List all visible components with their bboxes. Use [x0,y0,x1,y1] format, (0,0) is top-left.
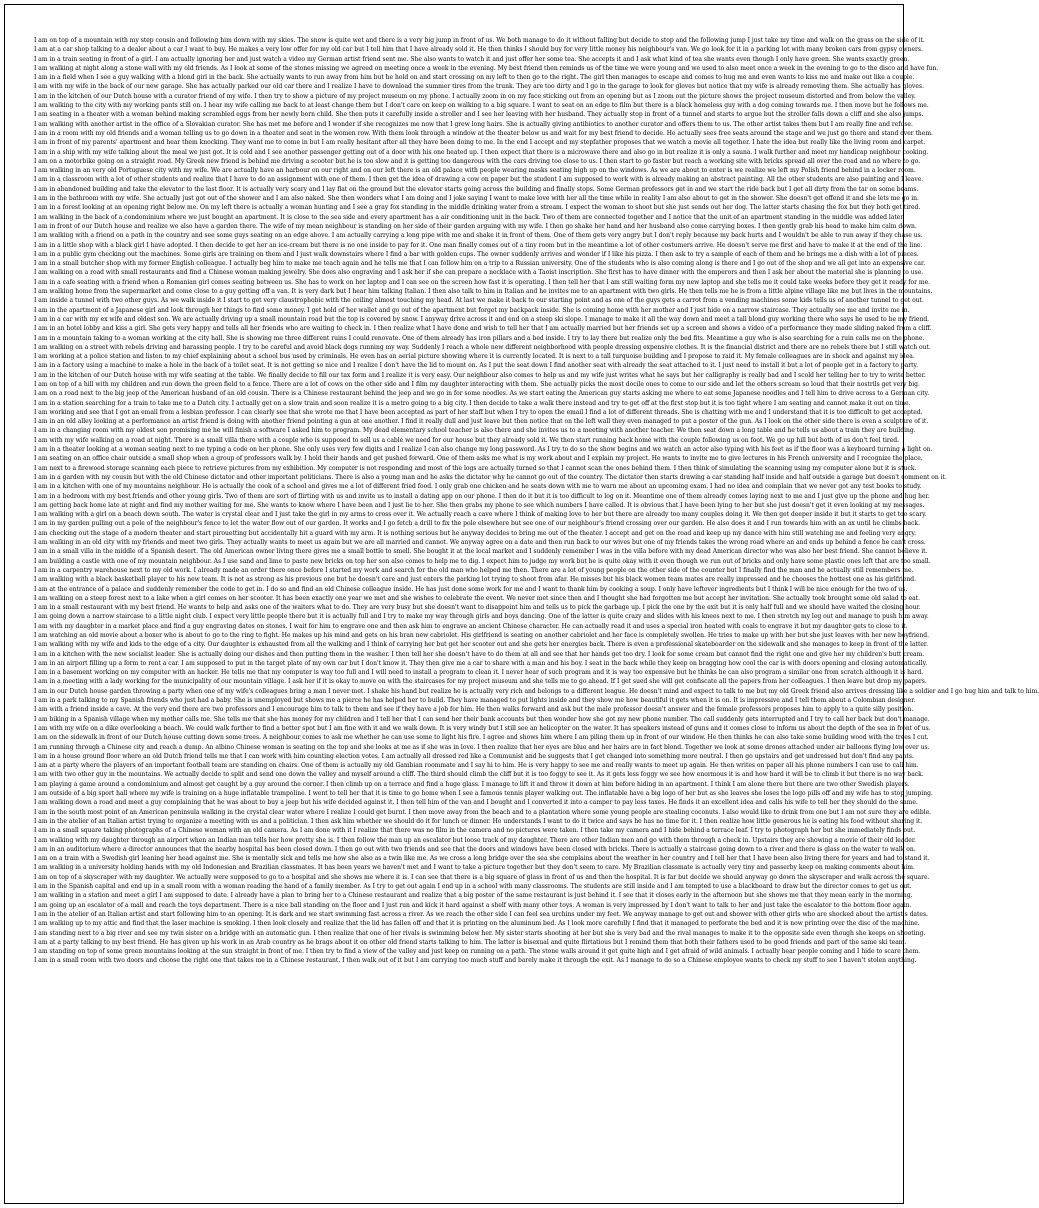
journal-entry-line: I am in a garden with my cousin but with the old Chinese dictator and other important politicians. There is also a young man and he asks the dictator why he cannot go out of the country. The dictator then starts drawing a car standing half inside and half outside a garage but doesn't comment on it. [34,473,947,481]
journal-entry-line: I am seating on an office chair outside a small shop when a group of professors walk by. I hold their hands and get pushed forward. One of them asks me what is my work about and I explain my project. He wants to invite me to give lectures in his French university and I recognize the place. [34,455,923,463]
journal-entry-line: I am in a train seating in front of a girl. I am actually ignoring her and just watch a video my German artist friend sent me. She also wants to watch it and just offer her some tea. She accepts it and I ask what kind of tea she wants even though I only have green. She wants exactly green. [34,55,910,63]
journal-entry-line: I am in a forest looking at an opening right below me. On my left there is actually a woman hunting and I see a gray fox standing in the middle drinking water from a stream. I expect the woman to shoot but she just sends out her dog. The latter starts chasing the fox but they both get tired. [34,204,921,212]
journal-entry-line: I am in a small restaurant with my best friend. He wants to help and asks one of the waiters what to do. They are very busy but she doesn't want to disappoint him and tells us to pick the garbage up. I pick the one by the exit but it is only half full and we should have waited the closing hour. [34,604,921,612]
journal-entry-line: I am playing a game around a condominium and almost get caught by a guy around the corner. I then climb up on a terrace and find a huge glass. I manage to lift it and throw it down at him before hiding in an apartment. I think I am alone there but there are two other Swedish players. [34,780,910,788]
journal-entry-line: I am walking down a road and meet a guy complaining that he was about to buy a jeep but his wife decided against it. I then tell him of the van and I bought and I converted it into a camper to pay less taxes. He finds it an excellent idea and calls his wife to tell her they should do the same. [34,799,918,807]
journal-entry-line: I am in a meeting with a lady working for the municipality of our mountain village. I ask her if it is okay to move on with the staircases for my project museum and she tells me to go ahead. If I get sued she will get confiscate all the papers from her colleagues. I then leave but drop my papers. [34,678,927,686]
journal-entry-line: I am in a car with my ex wife and oldest son. We are actually driving up a small mountain road but the top is covered by snow. I anyway drive across it and end on a steep ski slope. I manage to make it all the way down and meet a tall blond guy working there who says he used to be my friend. [34,315,930,323]
journal-entry-line: I am going up an escalator of a mall and reach the toys department. There is a nice ball standing on the floor and I just run and kick it hard against a shelf with many other toys. A woman is very impressed by I don't want to talk to her and just take the escalator to the bottom floor again. [34,901,912,909]
journal-entry-line: I am walking on a road with small restaurants and find a Chinese woman making jewelry. She does also engraving and I ask her if she can prepare a necklace with a Taoist inscription. She first has to have dinner with the emperors and then I ask her about the material she is planning to use. [34,269,924,277]
journal-entry-line: I am in the kitchen of our Dutch house with my wife seating at the table. We finally decide to fill our tax form and I realize it is very easy. Our neighbour also comes to help us and my wife just writes what he says but her calligraphy is really bad and I scold her telling her to try to write better. [34,371,926,379]
journal-entry-line: I am getting back home late at night and find my mother waiting for me. She wants to know where I have been and I just lie to her. She then grabs my phone to see which numbers I have called. It is obvious that I have been lying to her but she just doesn't get it even looking at my messages. [34,501,925,509]
journal-entry-line: I am walking with my daughter through an airport when an Indian man tells her how pretty she is. I then follow the man up an escalator but loose track of my daughter. There are other Indian men and go with them through a check in. Upstairs they are showing a movie of their old leader. [34,836,916,844]
journal-entry-line: I am standing on top of some green mountains looking at the sun straight in front of me. I then try to find a view of the valley and just keep on running on a path. The stone walls around it get quite high and I get afraid of wild animals. I actually hear people coming and I hide to scare them. [34,948,921,956]
journal-entry-line: I am in front of my parents' apartment and hear them knocking. They want me to come in but I am really hesitant after all they have been doing to me. In the end I accept and my stepfather proposes that we watch a movie all together. I hate the idea but really like the living room and carpet. [34,139,926,147]
journal-entry-line: I am inside a tunnel with two other guys. As we walk inside it I start to get very claustrophobic with the ceiling almost touching my head. At last we make it back to our starting point and as one of the guys gets a carrot from a vending machines some kids tells us of another tunnel to get out. [34,297,924,305]
journal-entry-line: I am in my garden pulling out a pole of the neighbour's fence to let the water flow out of our garden. It works and I go fetch a drill to fix the pole elsewhere but see one of our neighbour's friend crossing over our garden. He also does it and I run towards him with an ax until he climbs back. [34,520,920,528]
journal-entry-line: I am in a station searching for a train to take me to a Dutch city. I actually get on a slow train and soon realize it is a metro going to a big city. I then decide to take a walk there instead and try to get off at the first stop but it is too tight where I am seating and cannot make it out on time. [34,399,911,407]
journal-entry-line: I am walking at night along a stone wall with my old friends. As I look at some of the stones missing we agreed on meeting once a week in the evening. My best friend then reminds us of the time we were young and we used to also meet once a week in the evening to go to the disco and have fun. [34,64,939,72]
journal-entry-line: I am in a small square taking photographs of a Chinese woman with an old camera. As I am done with it I realize that there was no film in the camera and no pictures were taken. I then take my camera and I hide behind a terrace leaf. I try to photograph her but she immediately finds out. [34,827,916,835]
journal-entry-line: I am in a basement working on my computer with an hacker. He tells me that my computer is way too full and I will need to install a program to clean it. I never hear of such program and it is way too expensive but he thinks he can also program a similar one from scratch although it is hard. [34,669,924,677]
journal-entry-line: I am in an airport filling up a form to rent a car. I am supposed to put in the target plate of my own car but I don't know it. They then give me a car to share with a man and his boy. I seat in the back while they keep on bragging how cool the car is with doors opening and closing automatically. [34,659,928,667]
journal-entry-line: I am walking with a black basketball player to his new team. It is not as strong as his previous one but he doesn't care and just enters the parking lot trying to shoot from afar. He misses but his black women team mates are really impressed and he chooses the hottest one as his girlfriend. [34,576,917,584]
journal-entry-line: I am walking to the city with my working pants still on. I hear my wife calling me back to at least change them but I don't care on keep on walking to a big square. I want to seat on an edge to film but there is a black homeless guy with a dog coming towards me. I then move but he follows me. [34,102,929,110]
journal-entry-line: I am on a road next to the big jeep of the American husband of an old cousin. There is a Chinese restaurant behind the jeep and we go in for some noodles. As we start eating the American guy starts asking me where to eat some Japanese noodles and I tell him to drive across to a German city. [34,390,930,398]
journal-entry-line: I am in a bedroom with my best friends and other young girls. Two of them are sort of flirting with us and invite us to install a dating app on our phone. I then do it but it is too difficult to log on it. Meantime one of them already comes laying next to me and I just give up the phone and hug her. [34,492,930,500]
journal-entry-line: I am working at a police station and listen to my chief explaining about a school bus used by criminals. He even has an aerial picture showing where it is currently located. It is next to a tall turquoise building and I propose to raid it. My female colleagues are in shock and against my idea. [34,353,915,361]
journal-entry-line: I am in a little shop with a black girl I have adopted. I then decide to get her an ice-cream but there is no one inside to pay for it. One man finally comes out of a tiny room but in the meantime a lot of other costumers arrive. He doesn't serve me first and have to make it at the end of the line. [34,241,923,249]
journal-entry-line: I am walking on a street with rebels driving and harassing people. I try to be careful and avoid black dogs running my way. Suddenly I reach a whole new different neighborhood with people dressing expensive clothes. It is the financial district and there are no rebels there but I still watch out. [34,343,931,351]
journal-entry-line: I am walking on a steep forest next to a lake when a girl comes on her scooter. It has been exactly one year we met and she wishes to celebrate the event. We never met since then and I thought she had forgotten me but accept her invitation. She actually took brought some old salad to eat. [34,594,920,602]
journal-entry-line: I am in a kitchen with one of my mountains neighbour. He is actually the cook of a school and gives me a lot of different fried food. I only grab one chicken and he seats down with me to warn me about an upcoming exam. I had no idea and complain that we never got any test books to study. [34,483,922,491]
journal-entry-line: I am in a carpentry warehouse next to my old work. I already made an order there once before I started my work and search for the old man who helped me then. There are a lot of young people on the other side of the counter but I finally find the man and he actually still remembers me. [34,566,914,574]
journal-entry-line: I am running through a Chinese city and reach a dump. An albino Chinese woman is seating on the top and she looks at me as if she was in love. I then realize that her eyes are blue and her hairs are in fact blond. Together we look at some drones attached under air balloons flying low over us. [34,743,930,751]
journal-entry-line: I am next to a firewood storage scanning each piece to retrieve pictures from my exhibition. My computer is not responding and most of the logs are actually turned so that I cannot scan the ones behind them. I then think of simulating the scanning using my computer alone but it is stuck. [34,464,917,472]
document-page [4,4,1039,1204]
journal-entry-line: I am with my daughter in a market place and find a guy engraving dates on stones. I wait for him to engrave one and then ask him to engrave an ancient Chinese character. He can actually read it and uses a special iron heated with coals to engrave it but my daughter gets to close to it. [34,622,908,630]
journal-entry-line: I am walking up to my attic and find that the laser machine is smoking. I then look closely and realize that the lid has fallen off and that it is printing on the aluminum bed. As I look more carefully I find that it managed to perforate the bed and it is now printing over the disc of the machine. [34,920,920,928]
journal-entry-line: I am walking with a girl on a beach down south. The water is crystal clear and I just take the girl in my arms to cross over it. We actually reach a cave where I think of making love to her but there are already too many couples doing it. We then get deeper inside it but it starts to get too scary. [34,511,927,519]
journal-entry-line: I am on a train with a Swedish girl leaning her head against me. She is mentally sick and tells me how she also as a twin like me. As we cross a long bridge over the sea she complains about the weather in her country and I tell her that I have been also living there for years and had to stand it. [34,855,930,863]
journal-entry-line: I am in the atelier of an Italian artist trying to organize a meeting with us and a politician. I then ask him whether we should do it for lunch or dinner. He understands I want to do it twice and says he has no time for it. I then realize how little generous he is eating his food without sharing it. [34,817,923,825]
journal-entry-line: I am in the apartment of a Japanese girl and look through her things to find some money. I get hold of her wallet and go out of the apartment but forget my backpack inside. She is coming home with her mother and I just hide on a narrow staircase. They actually see me and invite me in. [34,306,910,314]
journal-entry-line: I am walking with my wife and kids to the edge of a city. Our daughter is exhausted from all the walking and I think of carrying her but get her scooter out and she gets her energies back. There is even a professional skateboarder on the sidewalk and she manages to keep in front of the latter. [34,641,929,649]
journal-entry-line: I am outside of a big sport hall where my wife is training on a huge inflatable trampoline. I went to tell her that it is time to go home when I see a famous tennis player walking out. The inflatable have a big logo of her but as she leaves she loses the logo pills off and my wife has to stop jumping. [34,790,933,798]
journal-entry-line: I am on top of a hill with my children and run down the green field to a fence. There are a lot of cows on the other side and I film my daughter interacting with them. She actually picks the most docile ones to come to our side and let the others scream so loud that their nostrils get very big. [34,380,920,388]
journal-entry-line: I am walking with another artist in the office of a Slovakian curator. She has met me before and I wonder if she recognizes me now that I grew long hairs. She is actually giving antibiotics to another curator and offers them to us. The other artist takes them but I am really fine and refuse. [34,120,913,128]
journal-entry-line: I am in a small villa in the middle of a Spanish desert. The old American owner living there gives me a small bottle to smell. She bought it at the local market and I suddenly remember I was in the villa before with my dead American director who was also her best friend. She cannot believe it. [34,548,928,556]
journal-entry-line: I am with two other guy in the mountains. We actually decide to split and send one down the valley and myself around a cliff. The third should climb the cliff but it is too foggy to see it. As it gets less foggy we see how enormous it is and how hard it will be to climb it but there is no way back. [34,771,924,779]
journal-entry-line: I am at a party talking to my best friend. He has given up his work in an Arab country as he brags about it on other old friend starts talking to him. The latter is bisexual and quite flirtatious but I remind them that both their fathers used to be good friends and part of the same ski team. [34,938,907,946]
journal-entry-line: I am in a factory using a machine to make a hole in the back of a toilet seat. It is not getting so nice and I realize I don't have the lid to mount on. As I put the seat down I find another seat with already the seat attached to it. I just need to install it but a lot of people get in a factory to party. [34,362,918,370]
journal-entry-line: I am walking in an old city with my friends and meet two girls. They actually wants to meet us again but we are all married and cannot. We anyway agree on a date and then run back to our wives but one of my friends takes the wrong road where an and ends up behind a fence he can't cross. [34,539,926,547]
journal-entry-line: I am at the entrance of a palace and suddenly remember the code to get in. I do so and find an old Chinese colleague inside. He has just done some work for me and I want to thank him by cooking a soup. I only have leftover ingredients but I think I will be nice enough for the two of us. [34,585,908,593]
journal-entry-line: I am in a mountain taking to a woman working at the city hall. She is showing me three different ruins I could renovate. One of them already has iron pillars and a bed inside. I try to lay there but realize only the bed fits. Meantime a guy who is also searching for a ruin calls me on the phone. [34,334,925,342]
journal-entry-line: I am with my wife on a dike overlooking a beach. We could walk further to find a better spot but I am fine with it and we walk down. It is very windy but I still see an helicopter on the water. It has speakers instead of guns and it comes close to inform us about the depth of the sea in front of us. [34,724,931,732]
journal-entry-line: I am in abandoned building and take the elevator to the last floor. It is actually very scary and I lay flat on the ground but the elevator starts going across the building and finally stops. Some German professors get in and we start the ride back but I get all dirty from the tar on some beams. [34,185,919,193]
journal-entry-line: I am with a friend inside a cave. At the very end there are two professors and I encourage him to talk to them and see if they have a job for him. He then walks forward and ask but the male professor doesn't answer and the female professors proposes him to apply to a quite silly position. [34,706,914,714]
journal-entry-line: I am watching an old movie about a boxer who is about to go to the ring to fight. He makes up his mind and gets on his bran new cabriolet. His girlfriend is seating on another cabriolet and her face is completely swollen. He tries to make up with her but she just leaves with her new boyfriend. [34,632,930,639]
journal-entry-line: I am going down a narrow staircase to a little night club. I expect very little people there but it is actually full and I try to make my way through girls and boys dancing. One of the latter is quite crazy and slides with his knees next to me. I then stretch my leg out and manage to push him away. [34,613,929,621]
journal-entry-line: I am in a room with my old friends and a woman telling us to go down in a theater and seat in the women row. With them look through a window at the theater below us and wait for my best friend to decide. He actually sees free seats around the stage and we just go there and stand over them. [34,129,933,137]
journal-entry-line: I am in the south most point of an American peninsula walking in the crystal clear water where I realize I could get burnt. I then move away from the beach and to a plantation where some young people are stealing coconuts. I also would like to drink from one but I am not sure they are edible. [34,808,932,816]
journal-entry-line: I am on the sidewalk in front of our Dutch house cutting down some trees. A neighbour comes to ask me whether he can use some to light his fire. I agree and shows him where I am piling them up in front of our window. He then thinks he can also take some building wood with the trees I cut. [34,734,929,742]
journal-entry-line: I am walking in a station and meet a girl I am supposed to date. I already have a plan to bring her to a Chinese restaurant and realize that a big poster of the same restaurant is just behind it. I see that it closes early in the afternoon but she shows me that they mean early in the morning. [34,892,913,900]
journal-entry-line: I am in a changing room with my oldest son promising me he will finish a software I asked him to program. My dead elementary school teacher is also there and she invites us to a meeting with another teacher. We then seat down a long table and he tells us about a train they are building. [34,427,916,435]
journal-entry-line: I am in a park talking to my Spanish friends who just had a baby. She is unemployed but shows me a pierce he has helped her to build. They have managed to put lights inside and they show me how beautiful it gets when it is on. It is impressive and I tell them about a Colombian designer. [34,697,916,705]
journal-entry-line: I am in a house ground floor where an old Dutch friend tells me that I can work with him counting election votes. I am actually all dressed red like a Communist and he suggests that I get changed into something more neutral. I then go upstairs and get undressed but don't find any pants. [34,752,914,760]
journal-entry-line: I am in the Spanish capital and end up in a small room with a woman reading the hand of a family member. As I try to get out again I end up in a school with many classrooms. The students are still inside and I am tempted to use a blackboard to draw but the director comes to get us out. [34,883,912,891]
journal-entry-line: I am in a classroom with a lot of other students and realize that I have to do an assignment with one of them. I then get the idea of drawing a cow on paper but the student I am supposed to work with is already making an abstract painting. All the other students are also painting and I leave. [34,176,924,184]
journal-entry-line: I am building a castle with one of my mountain neighbour. As I use sand and lime to paste new bricks on top her son also comes to help me to dig. I expect him to judge my work but he is quite okay with it even though we run out of bricks and only have some plastic ones left that are too small. [34,557,931,565]
journal-entry-line: I am walking in an very old Portuguese city with my wife. We are actually have an harbour on our right and on our left there is an old palace with people wearing masks seating high up on the windows. As we are about to enter is we realize we left my Polish friend behind in a locker room. [34,167,916,175]
journal-entry-line: I am standing next to a big river and see my twin sister on a bridge with an automatic gun. I then realize that one of her rivals is swimming below her. My sister starts shooting at her but she is very bad and the rival manages to make it to the opposite side even though she keeps on shooting. [34,929,926,937]
journal-entry-line: I am on top of a mountain with my step cousin and following him down with my skies. The snow is quite wet and there is a very big jump in front of us. We both manage to do it without falling but decide to stop and the following jump I just take my time and walk on the grass on the side of it. [34,37,925,44]
journal-entry-line: I am in a ship with my wife talking about the meal we just got. It is cold and I see another passenger getting out of a door with his one heated up. I then expect that there is a microwave there and also go in but realize it is only a sauna. I walk further and meet my handicap neighbour cooking. [34,148,929,156]
journal-entry-line: I am walking home from the supermarket and come close to a guy getting off a van. It is very dark but I hear him talking Italian. I then also talk to him in Italian and he invites me to an apartment with two girls. He then tells me he is from a little alpine village like me but lives in the mountains. [34,288,933,296]
journal-entry-line: I am in a field when I see a guy walking with a blond girl in the back. She actually wants to run away from him but he hold on and start crossing on my left to then go to the right. The girl then manages to escape and comes to hug me and even wants to kiss me and make out like a couple. [34,74,915,82]
journal-entry-line: I am in front of our Dutch house and realize we also have a garden there. The wife of my mean neighbour is standing on her side of their garden arguing with my wife. I then go shake her hand and her husband also come carrying boxes. I then gently grab his head to make him calm down. [34,222,917,230]
journal-entry-line: I am in an hotel lobby and kiss a girl. She gets very happy and tells all her friends who are waiting to check in. I then realize what I have done and wish to tell her that I am actually married but her friends set up a screen and shows a video of a performance they made sliding naked from a cliff. [34,325,932,333]
journal-entry-line: I am with my wife in the back of our new garage. She has actually parked our old car there and I realize I have to download the summer tires from the trunk. They are too dirty and I go in the garage to look for gloves but notice that my wife is already removing them. She actually has gloves. [34,83,924,91]
journal-entry-line: I am in a kitchen with the new socialist leader. She is actually doing our dishes and then putting them in the washer. I then tell her she doesn't have to do them at all and see that her hands get too dry. I look for some cream but cannot find the right one and give her my children's butt cream. [34,650,925,658]
journal-entry-line: I am in our Dutch house garden throwing a party when one of my wife's colleagues bring a man I never met. I shake his hand but realize he is actually very rich and belongs to a different league. He doesn't mind and expect to talk to me but my old Greek friend also arrives dressing like a soldier and I go hug him and talk to him. [34,687,1039,695]
journal-entry-line: I am on a motorbike going on a straight road. My Greek new friend is behind me driving a scooter but he is too slow and it is getting too dangerous with the cars driving too close to us. I then start to go faster but reach a working site with bricks spread all over the road and no where to go. [34,157,921,165]
journal-entry-line: I am in a cafe seating with a friend when a Romanian girl comes seating between us. She has to work on her laptop and I can see on the screen how fast it is operating. I then tell her that I am still waiting form my new laptop and she tells me it could take weeks before they get it ready for me. [34,278,931,286]
journal-entry-line: I am with my wife walking on a road at night. There is a small villa there with a couple who is supposed to sell us a cable we need for our house but they already sold it. We then start running back home with the couple following us on foot. We go up hill but both of us don't feel tired. [34,436,900,444]
journal-entry-line: I am in the atelier of an Italian artist and start following him to an opening. It is dark and we start swimming fast across a river. As we reach the other side I can feel sea urchins under my feet. We anyway manage to get out and shower with other girls who are shocked about the artist's dates. [34,910,928,918]
journal-entry-line: I am walking with a friend on a path in the country and see some guys seating on an edge above. I am actually carrying a long pipe with me and shake it in front of them. One of them gets very angry but I don't reply because my back hurts and I wouldn't be able to run away if they chase us. [34,232,923,240]
journal-entry-line: I am at a car shop talking to a dealer about a car I want to buy. He makes a very low offer for my old car but I tell him that I have already sold it. He then thinks I should buy for very little money his neighbour's van. We go look for it in a parking lot with many broken cars from gypsy owners. [34,46,923,54]
journal-entry-line: I am seating in a theater with a woman behind making scrambled eggs from her newly born child. She then puts it carefully inside a stroller and I see her leaving with her husband. They actually stop in front of a tunnel and starts to argue but the stroller falls down a cliff and she also jumps. [34,111,924,119]
journal-entry-line: I am walking in the back of a condominium where we just bought an apartment. It is close to the sea side and every apartment has a air conditioning unit in the back. Two of them are connected together and I notice that the unit of an apartment standing in the middle was added later. [34,213,905,221]
journal-entry-line: I am checking out the stage of a modern theater and start pirouetting but accidentally hit a guard with my arm. It is nothing serious but he anyway decides to bring me out of the theater. I accept and get on the road and keep up my dance with him still watching me and feeling very angry. [34,529,917,537]
journal-entry-line: I am in a small butcher shop with my former English colleague. I actually beg him to make me teach again and he tells me that I can follow him on a trip to a Russian university. One of the students who is also coming along is there and I go out of the shop and we all get into an expensive car. [34,260,926,268]
journal-entry-line: I am in an auditorium where a director announces that the nearby hospital has been closed down. I then go out with two friends and see that the doors and windows have been closed with bricks. There is actually a staircase going down to a river and there is glass on the water to walk on. [34,845,916,853]
dream-journal-text [34,36,1039,1174]
journal-entry-line: I am biking in a Spanish village when my mother calls me. She tells me that she has money for my children and I tell her that I can send her their bank accounts but then wonder how she got my new phone number. The call suddenly gets interrupted and I try to call her back but don't manage. [34,715,930,723]
journal-entry-line: I am in the kitchen of our Dutch house with a curator friend of my wife. I then try to show a picture of my project museum on my phone. I actually zoom in on my face sticking out from an opening but as I zoom out the picture shows the project museum distorted and from below the valley. [34,92,916,100]
journal-entry-line: I am in an old alley looking at a performance an artist friend is doing with another friend pointing a gun at one another. I find it really dull and just leave but then notice that on the left wall they even managed to put a poster of the gun. As I look on the other side there is even a sculpture of it. [34,418,929,426]
journal-entry-line: I am working and see that I got an email from a lesbian professor. I can clearly see that she wrote me that I have been accepted as part of her staff but when I try to open the email I find a lot of different threads. She is chatting with me and I understand that it is too difficult to get accepted. [34,408,923,416]
journal-entry-line: I am walking in a university holding hands with my old Indonesian and Brazilian classmates. It has been years we haven't met and I want to take a picture together but they don't seem to care. My Brazilian classmate is actually very tiny and passerby keep on making comments about him. [34,864,915,872]
journal-entry-line: I am in a theater looking at a woman seating next to me typing a code on her phone. She only uses very few digits and I realize I can also change my long password. As I try to do so the show begins and we watch an actor also typing with his feet as if the floor was a keyboard turning a light on. [34,446,933,454]
journal-entry-line: I am on top of a skyscraper with my daughter. We actually were supposed to go to a hospital and she shows me where it is. I can see that there is a big square of glass in front of us and then the hospital. It is far but decide we should anyway go down the skyscraper and walk across the square. [34,873,930,881]
journal-entry-line: I am in the bathroom with my wife. She actually just got out of the shower and I am also naked. She then wonders what I am doing and I joke saying I want to make love with her all the time while in reality I am also about to get in the shower. She doesn't get offend it and she lets me go in. [34,195,919,203]
journal-entry-line: I am in a small room with two doors and choose the right one that takes me in a Chinese restaurant. I then walk out of it but I am carrying too much stuff and barely make it through the exit. As I manage to do so a Chinese employee wants to check my stuff to see I haven't stolen anything. [34,957,917,965]
journal-entry-line: I am at a party where the players of an important football team are standing on chairs. One of them is actually my old Gambian roommate and I say hi to him. He is very happy to see me and really wants to meet up again. He then writes on paper all his phone numbers I can use to call him. [34,762,919,770]
journal-entry-line: I am in a public gym checking out the machines. Some girls are training on them and I just walk downstairs where I find a bar with golden cups. The owner suddenly arrives and wonder if I like his pizza. I then ask to try a sample of each of them and he brings me a dish with a lot of pieces. [34,250,919,258]
